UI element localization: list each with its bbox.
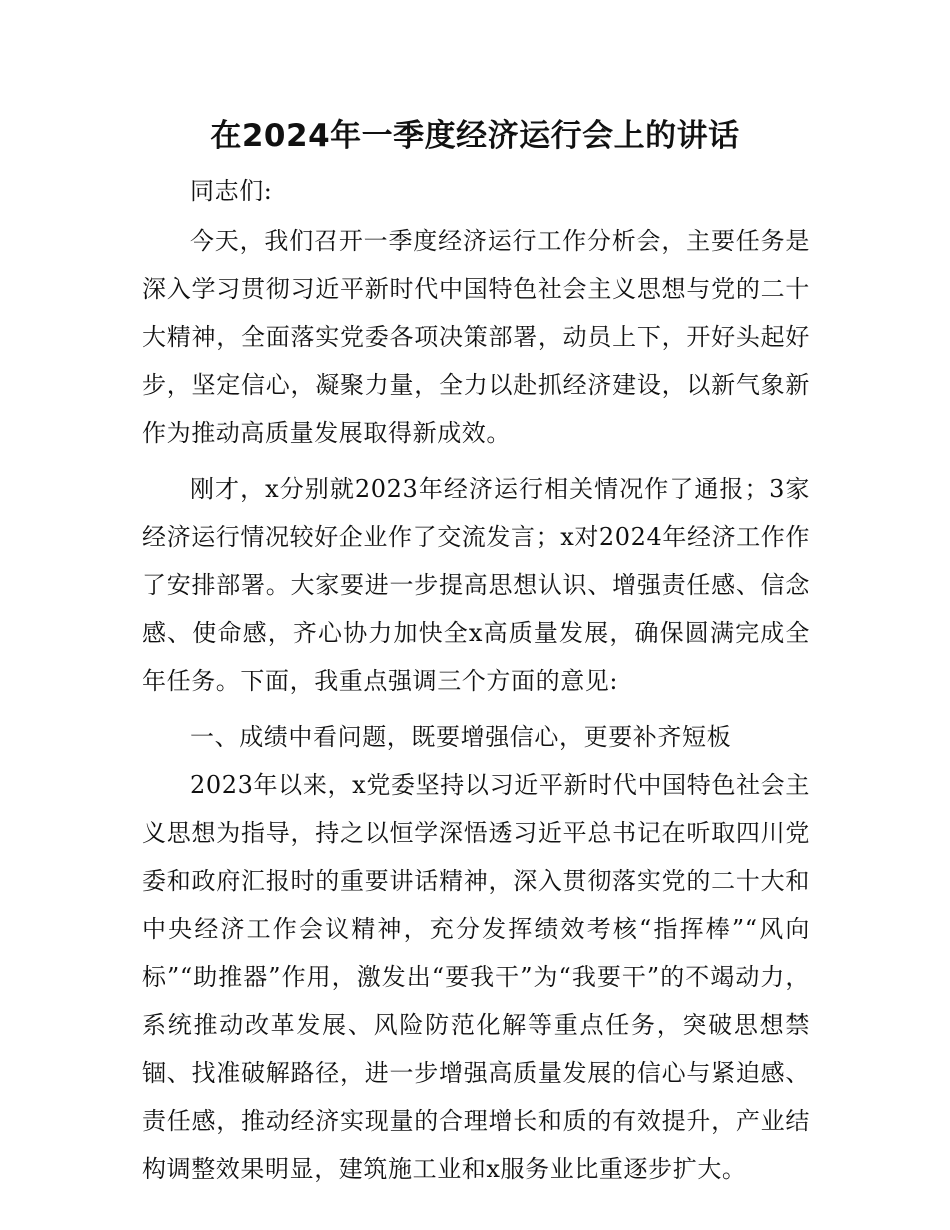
document-title: 在2024年一季度经济运行会上的讲话: [210, 118, 740, 154]
paragraph-review: 刚才，x分别就2023年经济运行相关情况作了通报；3家经济运行情况较好企业作了交流发言；x对2024年经济工作作了安排部署。大家要进一步提高思想认识、增强责任感、信念感、使命感，齐心协力加快全x高质量发展，确保圆满完成全年任务。下面，我重点强调三个方面的意见:: [142, 475, 811, 695]
paragraph-section-one: 2023年以来，x党委坚持以习近平新时代中国特色社会主义思想为指导，持之以恒学深悟透习近平总书记在听取四川党委和政府汇报时的重要讲话精神，深入贯彻落实党的二十大和中央经济工作会议精神，充分发挥绩效考核“指挥棒”“风向标”“助推器”作用，激发出“要我干”为“我要干”的不竭动力，系统推动改革发展、风险防范化解等重点任务，突破思想禁锢、找准破解路径，进一步增强高质量发展的信心与紧迫感、责任感，推动经济实现量的合理增长和质的有效提升，产业结构调整效果明显，建筑施工业和x服务业比重逐步扩大。: [142, 771, 810, 1183]
document-body: [142, 165, 810, 1193]
salutation: 同志们:: [190, 177, 273, 205]
paragraph-opening: 今天，我们召开一季度经济运行工作分析会，主要任务是深入学习贯彻习近平新时代中国特色社会主义思想与党的二十大精神，全面落实党委各项决策部署，动员上下，开好头起好步，坚定信心，凝聚力量，全力以赴抓经济建设，以新气象新作为推动高质量发展取得新成效。: [142, 227, 810, 447]
section-heading: 一、成绩中看问题，既要增强信心，更要补齐短板: [190, 723, 732, 751]
